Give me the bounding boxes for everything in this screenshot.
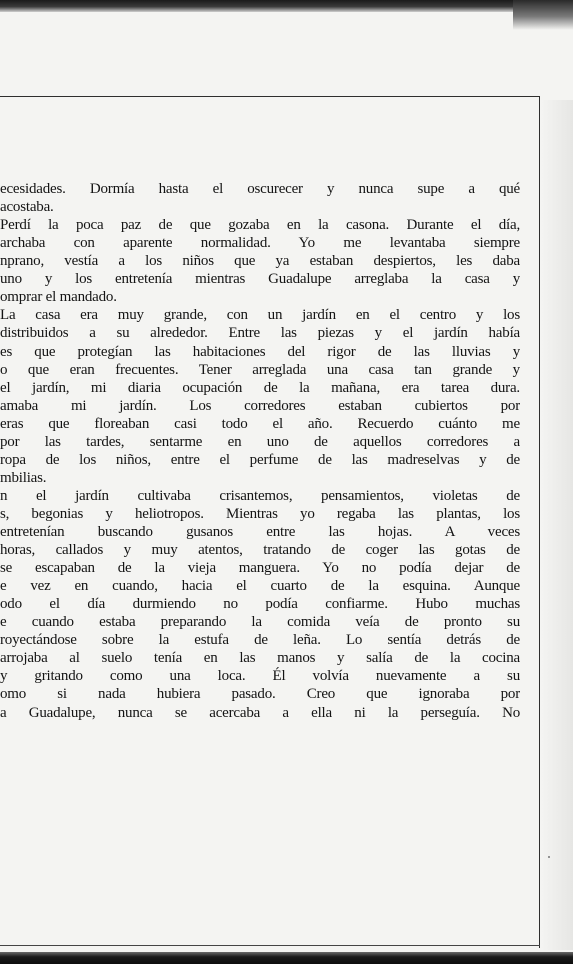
text-line: ecesidades. Dormía hasta el oscurecer y nunca supe a qué [0,181,520,197]
text-line: uno y los entretenía mientras Guadalupe arreglaba la casa y [0,271,520,288]
text-line: e vez en cuando, hacia el cuarto de la esquina. Aunque [0,578,520,595]
text-line: horas, callados y muy atentos, tratando de coger las gotas de [0,542,520,558]
text-line: omprar el mandado. [0,289,117,306]
text-line: omo si nada hubiera pasado. Creo que ignoraba por [0,686,520,703]
text-line: entretenían buscando gusanos entre las hojas. A veces [0,524,520,540]
text-line: distribuidos a su alrededor. Entre las piezas y el jardín había [0,325,520,342]
text-line: s, begonias y heliotropos. Mientras yo regaba las plantas, los [0,505,520,522]
text-line: Perdí la poca paz de que gozaba en la casona. Durante el día, [0,217,520,234]
scan-speck [548,856,550,858]
text-line: odo el día durmiendo no podía confiarme. Hubo muchas [0,596,520,613]
text-line: es que protegían las habitaciones del rigor de las lluvias y [0,343,520,360]
text-line: y gritando como una loca. Él volvía nuevamente a su [0,668,520,685]
text-line: royectándose sobre la estufa de leña. Lo sentía detrás de [0,632,520,649]
scan-right-shade [541,100,573,950]
scan-top-right-shadow [513,0,573,30]
text-line: acostaba. [0,199,54,216]
scan-bottom-edge [0,952,573,964]
text-line: el jardín, mi diaria ocupación de la mañana, era tarea dura. [0,379,520,396]
text-line: archaba con aparente normalidad. Yo me levantaba siempre [0,235,520,252]
text-line: arrojaba al suelo tenía en las manos y salía de la cocina [0,650,520,667]
text-line: se escapaban de la vieja manguera. Yo no podía dejar de [0,560,520,576]
text-line: e cuando estaba preparando la comida veía de pronto su [0,614,520,631]
text-line: o que eran frecuentes. Tener arreglada una casa tan grande y [0,361,520,378]
text-line: nprano, vestía a los niños que ya estaban despiertos, les daba [0,253,520,270]
text-line: mbilias. [0,469,47,486]
text-line: eras que floreaban casi todo el año. Recuerdo cuánto me [0,415,520,432]
text-line: por las tardes, sentarme en uno de aquellos corredores a [0,433,520,450]
text-line: La casa era muy grande, con un jardín en el centro y los [0,307,520,324]
text-line: a Guadalupe, nunca se acercaba a ella ni la perseguía. No [0,704,520,721]
text-line: amaba mi jardín. Los corredores estaban cubiertos por [0,397,520,414]
text-line: n el jardín cultivaba crisantemos, pensamientos, violetas de [0,487,520,504]
text-line: ropa de los niños, entre el perfume de las madreselvas y de [0,451,520,468]
